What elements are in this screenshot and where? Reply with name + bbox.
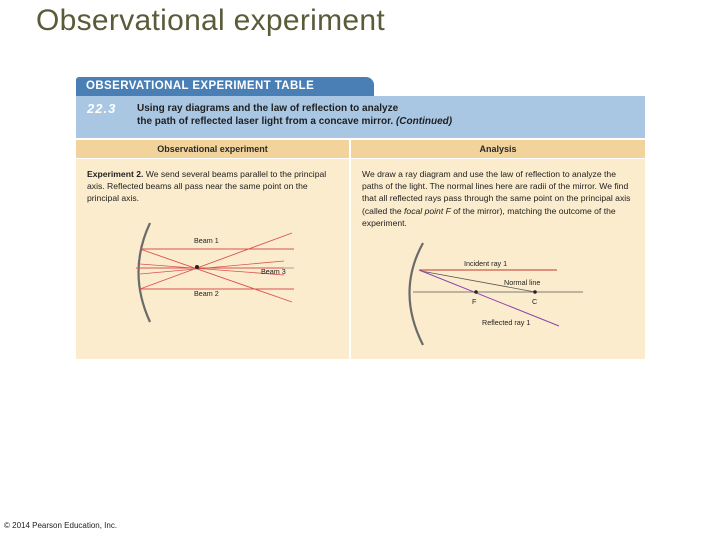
- incident-ray-label: Incident ray 1: [464, 259, 508, 268]
- reflected-ray-label: Reflected ray 1: [482, 318, 531, 327]
- analysis-text-before: We draw a ray diagram and use the law of reflection to analyze the paths of the light. The normal lines here are radii of the mirror. We find that all reflected rays pass through the same point on the principal axis (called the: [362, 169, 631, 216]
- experiment-cell: [76, 159, 349, 359]
- experiment-label: Experiment 2.: [87, 169, 144, 179]
- table-header: [76, 96, 645, 138]
- experiment-description: We send several beams parallel to the principal axis. Reflected beams all pass near the same point on the principal axis.: [87, 169, 327, 204]
- table-number: 22.3: [87, 101, 117, 116]
- slide-title: Observational experiment: [36, 4, 386, 37]
- beam-diagram: [76, 159, 349, 359]
- table-tab: OBSERVATIONAL EXPERIMENT TABLE: [76, 77, 374, 96]
- focal-point-label: F: [472, 297, 477, 306]
- beam-3-label: Beam 3: [261, 267, 286, 276]
- column-header-analysis: Analysis: [351, 140, 645, 158]
- caption-line-2: the path of reflected laser light from a concave mirror.: [137, 116, 394, 127]
- concave-mirror: [139, 223, 151, 322]
- caption-line-1: Using ray diagrams and the law of reflection to analyze: [137, 103, 399, 114]
- analysis-mirror: [410, 243, 424, 345]
- column-header-observational: Observational experiment: [76, 140, 349, 158]
- analysis-text-after: of the mirror), matching the outcome of the experiment.: [362, 205, 616, 228]
- table-caption: [137, 102, 617, 128]
- center-point-dot: [533, 290, 537, 294]
- focal-point-dot: [474, 290, 478, 294]
- normal-line-label: Normal line: [504, 278, 541, 287]
- center-point-label: C: [532, 297, 538, 306]
- caption-continued: (Continued): [395, 116, 453, 127]
- beam-2-label: Beam 2: [194, 289, 219, 298]
- beam-1-label: Beam 1: [194, 236, 219, 245]
- copyright-footer: © 2014 Pearson Education, Inc.: [4, 521, 118, 530]
- focus-point: [195, 265, 199, 269]
- analysis-cell: [351, 159, 645, 359]
- analysis-term: focal point F: [404, 205, 451, 216]
- analysis-diagram: [351, 159, 645, 359]
